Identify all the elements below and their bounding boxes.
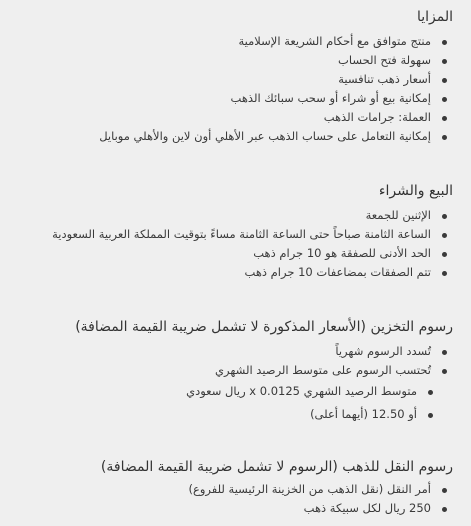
bullet-icon — [442, 369, 447, 374]
list-item-text: منتج متوافق مع أحكام الشريعة الإسلامية — [238, 34, 431, 48]
list-item-text: تتم الصفقات بمضاعفات 10 جرام ذهب — [244, 265, 431, 279]
list-item-text: إمكانية بيع أو شراء أو سحب سبائك الذهب — [230, 91, 431, 105]
list-item-text: 250 ريال لكل سبيكة ذهب — [303, 501, 431, 515]
list-item-text: إمكانية التعامل على حساب الذهب عبر الأهلي أون لاين والأهلي موبايل — [99, 129, 431, 143]
transfer-fees-list — [8, 480, 453, 518]
bullet-icon — [442, 488, 447, 493]
list-item — [8, 225, 453, 244]
bullet-icon — [442, 59, 447, 64]
list-item — [8, 89, 453, 108]
bullet-icon — [442, 233, 447, 238]
list-item — [8, 480, 453, 499]
sub-list-item-text: متوسط الرصيد الشهري x 0.0125 ريال سعودي — [186, 384, 417, 398]
list-item — [8, 108, 453, 127]
bullet-icon — [442, 78, 447, 83]
bullet-icon — [442, 350, 447, 355]
list-item-text: العملة: جرامات الذهب — [323, 110, 431, 124]
bullet-icon — [442, 97, 447, 102]
list-item — [8, 206, 453, 225]
bullet-icon — [442, 135, 447, 140]
bullet-icon — [428, 390, 433, 395]
bullet-icon — [428, 413, 433, 418]
list-item — [8, 499, 453, 518]
storage-fees-heading: رسوم التخزين (الأسعار المذكورة لا تشمل ضريبة القيمة المضافة) — [75, 319, 453, 335]
storage-fees-list — [8, 342, 453, 426]
bullet-icon — [442, 214, 447, 219]
list-item — [8, 263, 453, 282]
list-item — [8, 361, 453, 380]
list-item — [8, 342, 453, 361]
list-item-text: الساعة الثامنة صباحاً حتى الساعة الثامنة مساءً بتوقيت المملكة العربية السعودية — [52, 227, 431, 241]
list-item-text: تُسدد الرسوم شهرياً — [335, 344, 431, 358]
sub-list-item — [8, 380, 453, 403]
bullet-icon — [442, 271, 447, 276]
list-item — [8, 70, 453, 89]
list-item — [8, 51, 453, 70]
list-item-text: أسعار ذهب تنافسية — [338, 72, 431, 86]
bullet-icon — [442, 252, 447, 257]
list-item-text: أمر النقل (نقل الذهب من الخزينة الرئيسية للفروع) — [188, 482, 431, 496]
features-heading: المزايا — [416, 9, 453, 25]
list-item — [8, 127, 453, 146]
sub-list-item — [8, 403, 453, 426]
transfer-fees-heading: رسوم النقل للذهب (الرسوم لا تشمل ضريبة القيمة المضافة) — [100, 459, 453, 475]
bullet-icon — [442, 116, 447, 121]
list-item — [8, 32, 453, 51]
trading-heading: البيع والشراء — [378, 183, 453, 199]
list-item-text: سهولة فتح الحساب — [338, 53, 431, 67]
trading-list — [8, 206, 453, 282]
bullet-icon — [442, 507, 447, 512]
sub-list-item-text: أو 12.50 (أيهما أعلى) — [310, 407, 417, 421]
list-item-text: الحد الأدنى للصفقة هو 10 جرام ذهب — [253, 246, 431, 260]
bullet-icon — [442, 40, 447, 45]
list-item-text: الإثنين للجمعة — [365, 208, 431, 222]
list-item — [8, 244, 453, 263]
list-item-text: تُحتسب الرسوم على متوسط الرصيد الشهري — [215, 363, 431, 377]
features-list — [8, 32, 453, 146]
